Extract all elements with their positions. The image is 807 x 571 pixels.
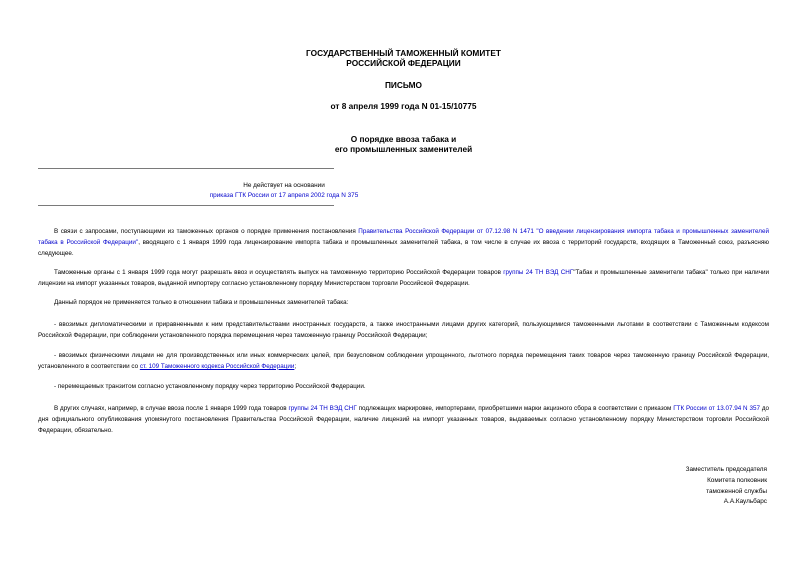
paragraph-text: ;: [294, 362, 297, 370]
customs-code-article-link[interactable]: ст. 109 Таможенного кодекса Российской Федерации: [139, 362, 295, 370]
paragraph-transit: [38, 382, 769, 393]
tn-ved-group-link[interactable]: группы 24 ТН ВЭД СНГ: [503, 269, 574, 276]
authority-line-2: РОССИЙСКОЙ ФЕДЕРАЦИИ: [346, 58, 461, 68]
subject-line-2: его промышленных заменителей: [334, 144, 473, 154]
paragraph-text: - ввозимых физическими лицами не для производственных или иных коммерческих целей, при безусловном соблюдении упрощенного, льготного порядка перемещения таких товаров через таможенную границу Российской Федерации, установленного в соответствии со: [38, 352, 769, 370]
paragraph-exceptions: [38, 298, 769, 309]
paragraph-individuals: [38, 351, 769, 373]
paragraph-text: "Табак и промышленные заменители табака" только при наличии лицензии на импорт указанных товаров, выданной импортеру согласно установленному порядку Министерством торговли Российской Федерации.: [38, 269, 770, 287]
government-resolution-link[interactable]: Правительства Российской Федерации от 07.12.98 N 1471 "О введении лицензирования импорта табака и промышленных заменителей табака в Российской Федерации": [38, 228, 769, 246]
paragraph-other-cases: [38, 404, 769, 436]
signatory-title-line-2: Комитета полковник: [707, 476, 767, 484]
issuing-authority: [0, 48, 807, 68]
paragraph-text: , вводящего с 1 января 1999 года лицензирование импорта табака и промышленных заменителей табака, в том числе в случае их ввоза с территорий государств, входящих в Таможенный союз, разъясняю следующее.: [38, 238, 769, 257]
paragraph-intro: [38, 227, 769, 259]
status-order-link[interactable]: приказа ГТК России от 17 апреля 2002 года N 375: [209, 192, 359, 199]
paragraph-text: Данный порядок не применяется только в отношении табака и промышленных заменителей табака:: [54, 299, 349, 306]
paragraph-text: - перемещаемых транзитом согласно установленному порядку через территорию Российской Федерации.: [54, 383, 366, 390]
paragraph-text: Таможенные органы с 1 января 1999 года могут разрешать ввоз и осуществлять выпуск на таможенную территорию Российской Федерации товаров: [54, 269, 504, 276]
paragraph-text: - ввозимых дипломатическими и приравненными к ним представительствами иностранных государств, а также иностранными лицами других категорий, пользующимися таможенными льготами в соответствии с Таможенным кодексом Российской Федерации, при соблюдении установленного порядка перемещения через таможенную границу Российской Федерации;: [38, 321, 769, 339]
signatory-title-line-3: таможенной службы: [706, 487, 767, 495]
paragraph-text: В связи с запросами, поступающими из таможенных органов о порядке применения постановления: [54, 228, 359, 235]
paragraph-diplomatic: [38, 320, 769, 342]
paragraph-text: до дня официального опубликования упомянутого постановления Правительства Российской Федерации, наличие лицензий на импорт указанных товаров, выдаваемых согласно установленному порядку Министерством торговли Российской Федерации, обязательно.: [38, 405, 769, 434]
status-note: Не действует на основании: [243, 182, 325, 189]
status-link-line: [38, 190, 530, 201]
authority-line-1: ГОСУДАРСТВЕННЫЙ ТАМОЖЕННЫЙ КОМИТЕТ: [306, 48, 501, 58]
divider-top: [38, 168, 334, 169]
signatory-name: А.А.Каульбарс: [723, 498, 767, 506]
paragraph-text: В других случаях, например, в случае ввоза после 1 января 1999 года товаров: [54, 405, 289, 412]
signatory-title-line-1: Заместитель председателя: [685, 466, 767, 473]
document-subject: [0, 134, 807, 154]
paragraph-text: подлежащих маркировке, импортерами, приобретшими марки акцизного сбора в соответствии с приказом: [356, 405, 674, 412]
divider-bottom: [38, 205, 334, 206]
signature-block: [686, 465, 767, 508]
tn-ved-group-link[interactable]: группы 24 ТН ВЭД СНГ: [288, 405, 357, 412]
paragraph-customs-rules: [38, 268, 769, 290]
subject-line-1: О порядке ввоза табака и: [350, 134, 457, 144]
gtk-order-link[interactable]: ГТК России от 13.07.94 N 357: [673, 405, 760, 412]
document-date-number: от 8 апреля 1999 года N 01-15/10775: [330, 101, 477, 111]
document-type: ПИСЬМО: [384, 80, 423, 90]
